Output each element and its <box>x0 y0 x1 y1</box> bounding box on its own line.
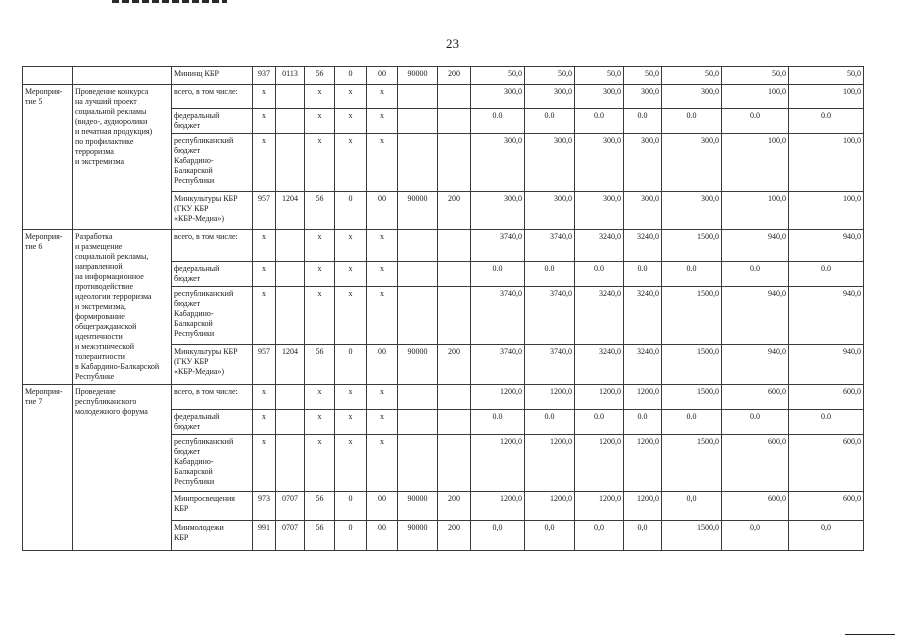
table-cell: 00 <box>367 192 398 230</box>
table-cell <box>276 230 305 262</box>
table-cell: x <box>335 85 367 109</box>
table-cell: x <box>253 134 276 192</box>
table-cell <box>276 109 305 134</box>
table-cell <box>276 287 305 345</box>
source-cell: Минмолодежи КБР <box>172 521 253 551</box>
table-cell: 00 <box>367 67 398 85</box>
table-cell: 100,0 <box>789 85 864 109</box>
measure-cell <box>23 67 73 85</box>
table-cell: x <box>367 85 398 109</box>
source-cell: Минкультуры КБР (ГКУ КБР «КБР-Медиа») <box>172 192 253 230</box>
table-cell <box>438 410 471 435</box>
table-cell: x <box>305 287 335 345</box>
table-cell: 1500,0 <box>662 230 722 262</box>
source-cell: федеральный бюджет <box>172 109 253 134</box>
table-cell: 0,0 <box>575 521 624 551</box>
table-cell: 50,0 <box>722 67 789 85</box>
table-cell: 50,0 <box>471 67 525 85</box>
source-cell: республиканский бюджет Кабардино- Балкарской Республики <box>172 435 253 492</box>
table-cell: 300,0 <box>624 192 662 230</box>
table-cell: 0.0 <box>471 410 525 435</box>
table-cell: 940,0 <box>789 230 864 262</box>
source-cell: всего, в том числе: <box>172 385 253 410</box>
table-cell: x <box>335 435 367 492</box>
description-cell <box>73 67 172 85</box>
table-cell: 3740,0 <box>525 287 575 345</box>
table-cell: x <box>335 230 367 262</box>
table-cell <box>398 134 438 192</box>
table-cell: 300,0 <box>662 134 722 192</box>
table-cell: 0,0 <box>471 521 525 551</box>
table-cell: 3240,0 <box>575 287 624 345</box>
table-cell <box>398 435 438 492</box>
source-cell: федеральный бюджет <box>172 262 253 287</box>
table-cell: 100,0 <box>789 134 864 192</box>
table-cell: 0707 <box>276 521 305 551</box>
table-cell: x <box>367 134 398 192</box>
table-cell: 0.0 <box>789 410 864 435</box>
table-row <box>23 230 864 262</box>
measure-cell: Мероприя- тие 5 <box>23 85 73 230</box>
table-cell: 0.0 <box>525 109 575 134</box>
table-cell: x <box>253 230 276 262</box>
budget-table-body <box>23 67 864 551</box>
table-cell: 3740,0 <box>471 287 525 345</box>
table-cell: x <box>367 385 398 410</box>
table-cell: x <box>367 410 398 435</box>
table-cell: 600,0 <box>722 492 789 521</box>
table-cell: 0,0 <box>789 521 864 551</box>
table-cell: 940,0 <box>722 230 789 262</box>
table-cell: x <box>253 435 276 492</box>
table-cell: x <box>305 85 335 109</box>
table-cell: 300,0 <box>575 192 624 230</box>
table-cell: 0.0 <box>722 109 789 134</box>
table-cell <box>438 230 471 262</box>
table-cell: 300,0 <box>662 192 722 230</box>
table-cell <box>276 385 305 410</box>
source-cell: федеральный бюджет <box>172 410 253 435</box>
table-cell: 00 <box>367 492 398 521</box>
measure-cell: Мероприя- тие 7 <box>23 385 73 551</box>
table-cell: x <box>335 109 367 134</box>
table-cell: 1200,0 <box>525 385 575 410</box>
table-cell: 937 <box>253 67 276 85</box>
table-cell <box>398 385 438 410</box>
table-cell: 1500,0 <box>662 435 722 492</box>
table-cell: 200 <box>438 521 471 551</box>
table-cell: 0 <box>335 345 367 385</box>
table-cell: x <box>253 85 276 109</box>
table-row <box>23 67 864 85</box>
table-cell: 3740,0 <box>525 345 575 385</box>
table-cell: 1500,0 <box>662 521 722 551</box>
table-cell: x <box>367 262 398 287</box>
source-cell: всего, в том числе: <box>172 85 253 109</box>
table-cell: x <box>253 262 276 287</box>
table-cell: 0.0 <box>471 109 525 134</box>
table-cell: 90000 <box>398 345 438 385</box>
table-cell: x <box>335 287 367 345</box>
table-cell <box>276 435 305 492</box>
table-cell: x <box>253 385 276 410</box>
table-cell: 1200,0 <box>471 385 525 410</box>
table-cell: 50,0 <box>525 67 575 85</box>
source-cell: Мининц КБР <box>172 67 253 85</box>
table-cell: 0 <box>335 521 367 551</box>
table-cell: x <box>253 287 276 345</box>
table-cell: 940,0 <box>789 345 864 385</box>
table-cell <box>438 109 471 134</box>
table-cell: 300,0 <box>662 85 722 109</box>
table-cell: 300,0 <box>525 85 575 109</box>
table-cell: 0.0 <box>575 109 624 134</box>
table-cell: 3240,0 <box>624 287 662 345</box>
bottom-rule <box>845 634 895 635</box>
table-cell <box>398 287 438 345</box>
table-cell: x <box>253 109 276 134</box>
table-cell: 1200,0 <box>575 435 624 492</box>
table-cell: 0.0 <box>722 262 789 287</box>
table-cell <box>276 410 305 435</box>
table-cell: 957 <box>253 192 276 230</box>
table-cell: 3240,0 <box>575 345 624 385</box>
source-cell: республиканский бюджет Кабардино- Балкарской Республики <box>172 134 253 192</box>
table-cell: 300,0 <box>575 85 624 109</box>
table-cell: 0707 <box>276 492 305 521</box>
table-cell: 0.0 <box>575 410 624 435</box>
table-cell: 991 <box>253 521 276 551</box>
table-cell: 0.0 <box>471 262 525 287</box>
table-cell: x <box>367 109 398 134</box>
table-cell <box>438 385 471 410</box>
description-cell: Проведение республиканского молодежного форума <box>73 385 172 551</box>
table-cell <box>438 287 471 345</box>
table-cell: 90000 <box>398 492 438 521</box>
table-cell <box>276 134 305 192</box>
table-cell: 0 <box>335 492 367 521</box>
table-cell: x <box>367 287 398 345</box>
table-cell: x <box>335 134 367 192</box>
table-cell <box>438 85 471 109</box>
table-cell: 600,0 <box>789 492 864 521</box>
table-cell: 1200,0 <box>624 435 662 492</box>
table-cell: 1200,0 <box>575 385 624 410</box>
table-cell: 600,0 <box>789 435 864 492</box>
table-cell <box>398 410 438 435</box>
table-cell: x <box>335 262 367 287</box>
table-cell: 0 <box>335 192 367 230</box>
table-cell: 50,0 <box>789 67 864 85</box>
table-cell: 300,0 <box>471 134 525 192</box>
table-cell: x <box>305 385 335 410</box>
table-cell: 1500,0 <box>662 385 722 410</box>
table-cell <box>438 435 471 492</box>
table-cell: 0.0 <box>662 262 722 287</box>
table-cell: x <box>305 134 335 192</box>
table-cell: 0,0 <box>525 521 575 551</box>
table-cell: 0.0 <box>789 109 864 134</box>
table-cell <box>438 262 471 287</box>
table-cell: 0.0 <box>575 262 624 287</box>
table-cell: 3240,0 <box>575 230 624 262</box>
table-cell: 50,0 <box>662 67 722 85</box>
table-cell: 200 <box>438 192 471 230</box>
table-cell: 200 <box>438 345 471 385</box>
table-cell: 300,0 <box>471 85 525 109</box>
table-cell: 600,0 <box>789 385 864 410</box>
table-cell: 56 <box>305 345 335 385</box>
table-cell: 940,0 <box>722 345 789 385</box>
table-cell: 0.0 <box>722 410 789 435</box>
table-cell: 0,0 <box>662 492 722 521</box>
table-cell: 0,0 <box>722 521 789 551</box>
table-cell: 0 <box>335 67 367 85</box>
table-cell: 1200,0 <box>624 385 662 410</box>
table-cell: 0.0 <box>662 410 722 435</box>
table-cell: 100,0 <box>722 134 789 192</box>
table-cell: 0.0 <box>624 262 662 287</box>
table-cell: 1200,0 <box>575 492 624 521</box>
table-cell: 100,0 <box>789 192 864 230</box>
table-cell: 0.0 <box>525 410 575 435</box>
table-cell: 1500,0 <box>662 345 722 385</box>
table-cell: 300,0 <box>624 134 662 192</box>
table-cell: 973 <box>253 492 276 521</box>
budget-table <box>22 66 864 551</box>
table-cell: 300,0 <box>471 192 525 230</box>
table-cell: 3740,0 <box>471 345 525 385</box>
table-cell: 200 <box>438 67 471 85</box>
table-cell: 0113 <box>276 67 305 85</box>
table-cell: 90000 <box>398 192 438 230</box>
table-cell: 1200,0 <box>471 492 525 521</box>
table-cell: 0,0 <box>624 521 662 551</box>
table-cell: 100,0 <box>722 192 789 230</box>
table-cell: 0.0 <box>624 410 662 435</box>
table-cell: x <box>335 410 367 435</box>
table-cell: x <box>367 230 398 262</box>
table-cell <box>398 262 438 287</box>
table-cell: 1200,0 <box>525 492 575 521</box>
table-cell: 56 <box>305 492 335 521</box>
source-cell: Минкультуры КБР (ГКУ КБР «КБР-Медиа») <box>172 345 253 385</box>
table-cell: 600,0 <box>722 385 789 410</box>
table-cell: 1200,0 <box>525 435 575 492</box>
table-cell: x <box>305 262 335 287</box>
table-cell: 940,0 <box>789 287 864 345</box>
table-cell: 100,0 <box>722 85 789 109</box>
table-cell: 0.0 <box>525 262 575 287</box>
table-row <box>23 385 864 410</box>
table-cell: 56 <box>305 521 335 551</box>
table-cell: 90000 <box>398 521 438 551</box>
table-cell: 00 <box>367 521 398 551</box>
table-cell: 3240,0 <box>624 345 662 385</box>
table-cell: 3240,0 <box>624 230 662 262</box>
source-cell: республиканский бюджет Кабардино- Балкарской Республики <box>172 287 253 345</box>
table-cell: 600,0 <box>722 435 789 492</box>
table-cell: 0.0 <box>624 109 662 134</box>
table-cell <box>438 134 471 192</box>
table-cell: 1200,0 <box>471 435 525 492</box>
table-cell: 00 <box>367 345 398 385</box>
table-cell: 56 <box>305 192 335 230</box>
table-cell: 200 <box>438 492 471 521</box>
table-cell: x <box>367 435 398 492</box>
table-cell: x <box>305 410 335 435</box>
table-cell <box>276 262 305 287</box>
top-scan-mark <box>112 0 227 3</box>
table-cell: x <box>305 109 335 134</box>
table-cell: x <box>305 435 335 492</box>
table-cell: 0.0 <box>662 109 722 134</box>
table-cell: 1500,0 <box>662 287 722 345</box>
table-cell <box>398 109 438 134</box>
table-cell <box>276 85 305 109</box>
table-cell <box>398 85 438 109</box>
measure-cell: Мероприя- тие 6 <box>23 230 73 385</box>
source-cell: Минпросвещения КБР <box>172 492 253 521</box>
table-cell: 1204 <box>276 345 305 385</box>
table-cell: 3740,0 <box>525 230 575 262</box>
table-row <box>23 85 864 109</box>
table-cell: 300,0 <box>525 134 575 192</box>
source-cell: всего, в том числе: <box>172 230 253 262</box>
table-cell: 940,0 <box>722 287 789 345</box>
table-cell: 300,0 <box>624 85 662 109</box>
table-cell: x <box>253 410 276 435</box>
table-cell: 56 <box>305 67 335 85</box>
table-cell: x <box>305 230 335 262</box>
description-cell: Проведение конкурса на лучший проект социальной рекламы (видео-, аудиоролики и печатная продукция) по профилактике терроризма и экстремизма <box>73 85 172 230</box>
table-cell: 3740,0 <box>471 230 525 262</box>
table-cell: 50,0 <box>575 67 624 85</box>
table-cell: 300,0 <box>525 192 575 230</box>
table-cell: 50,0 <box>624 67 662 85</box>
table-cell: 300,0 <box>575 134 624 192</box>
table-cell: 90000 <box>398 67 438 85</box>
description-cell: Разработка и размещение социальной рекламы, направленной на информационное противодействие идеологии терроризма и экстремизма, формирование общегражданской идентичности и межэтнической толерантности в Кабардино-Балкарской Республике <box>73 230 172 385</box>
table-cell: 0.0 <box>789 262 864 287</box>
table-cell <box>398 230 438 262</box>
table-cell: x <box>335 385 367 410</box>
page-number: 23 <box>446 36 459 51</box>
table-cell: 1200,0 <box>624 492 662 521</box>
table-cell: 1204 <box>276 192 305 230</box>
table-cell: 957 <box>253 345 276 385</box>
